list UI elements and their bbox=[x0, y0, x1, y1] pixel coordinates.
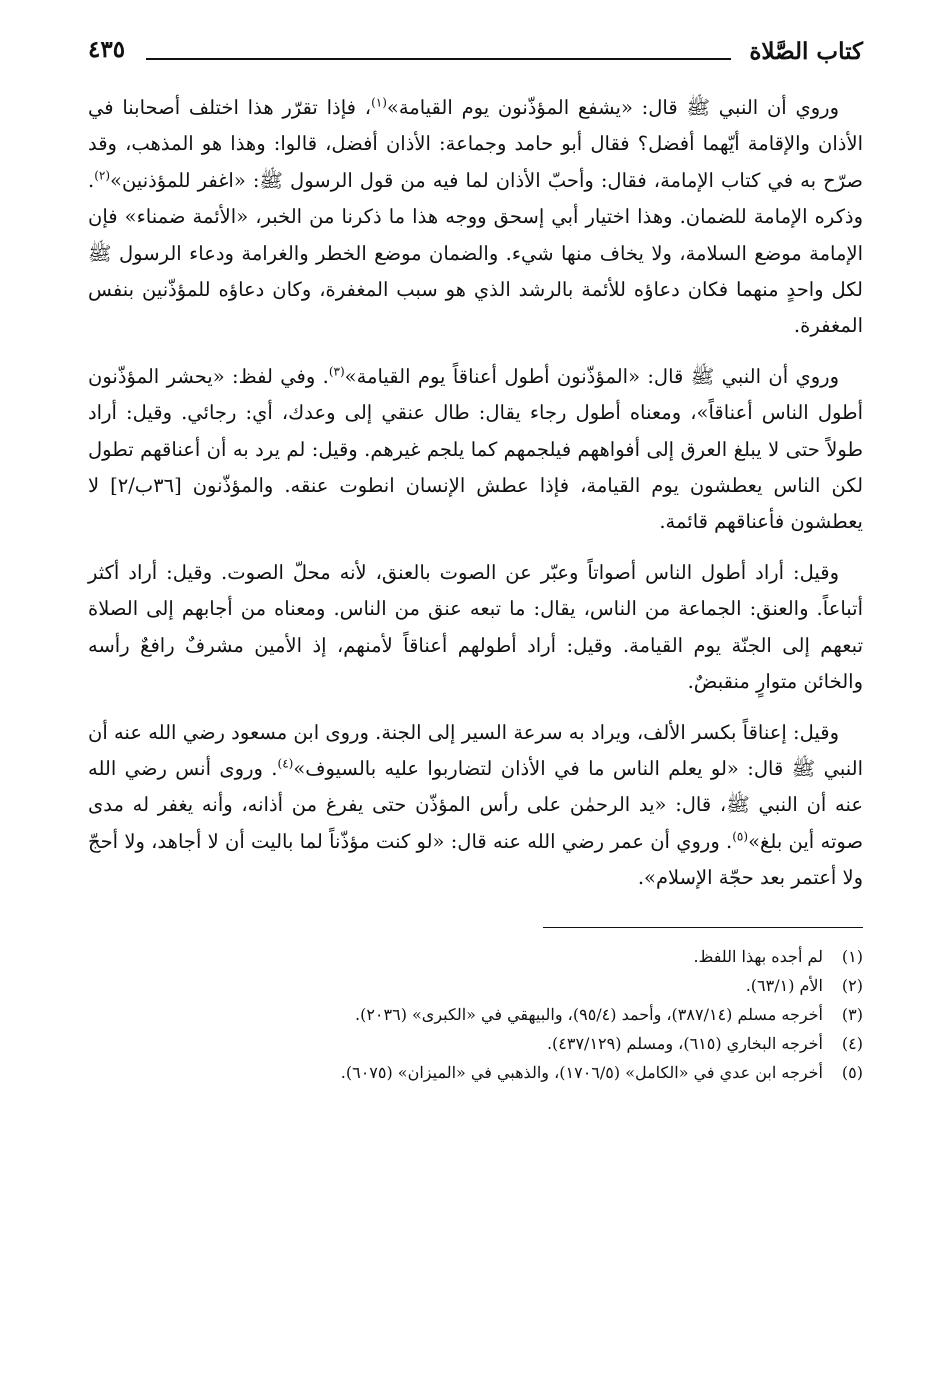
footnotes-list bbox=[88, 942, 863, 1087]
header-rule bbox=[146, 58, 731, 60]
footnote-ref-3: (٣) bbox=[328, 364, 345, 379]
footnote-ref-1: (١) bbox=[371, 95, 387, 110]
footnote-item bbox=[88, 942, 863, 971]
footnote-text: الأم (٦٣/١). bbox=[745, 975, 823, 995]
paragraph-1 bbox=[88, 90, 863, 345]
text-segment: وقيل: إعناقاً بكسر الألف، ويراد به سرعة السير إلى الجنة. وروى ابن مسعود رضي الله عنه أن النبي ﷺ قال: «لو يعلم الناس ما في الأذان لتضاربوا عليه بالسيوف» bbox=[88, 720, 863, 780]
text-segment: . وروي أن عمر رضي الله عنه قال: «لو كنت مؤذّناً لما باليت أن لا أجاهد، ولا أحجّ ولا أعتمر بعد حجّة الإسلام». bbox=[88, 829, 863, 890]
text-segment: وقيل: أراد أطول الناس أصواتاً وعبّر عن الصوت بالعنق، لأنه محلّ الصوت. وقيل: أراد أكثر أتباعاً. والعنق: الجماعة من الناس، يقال: ما تبعه عنق من الناس. ومعناه من أجابهم إلى الصلاة تبعهم إلى الجنّة يوم القيامة. وقيل: أراد أطولهم أعناقاً لأمنهم، إذ الأمين مشرفٌ رافعٌ رأسه والخائن متوارٍ منقبضٌ. bbox=[88, 560, 863, 694]
footnote-separator bbox=[543, 927, 863, 928]
footnote-item bbox=[88, 1000, 863, 1029]
footnote-text: لم أجده بهذا اللفظ. bbox=[693, 946, 823, 966]
footnote-text: أخرجه ابن عدي في «الكامل» (١٧٠٦/٥)، والذهبي في «الميزان» (٦٠٧٥). bbox=[340, 1062, 823, 1082]
text-segment: وروي أن النبي ﷺ قال: «يشفع المؤذّنون يوم القيامة» bbox=[386, 96, 839, 119]
page-number: ٤٣٥ bbox=[88, 36, 126, 63]
text-segment: . وذكره الإمامة للضمان. وهذا اختيار أبي إسحق ووجه هذا ما ذكرنا من الخبر، «الأئمة ضمناء» فإن الإمامة موضع السلامة، ولا يخاف منها شيء. والضمان موضع الخطر والغرامة ودعاء الرسول ﷺ لكل واحدٍ منهما فكان دعاؤه للأئمة بالرشد الذي هو سبب المغفرة، وكان دعاؤه للمؤذّنين بنفس المغفرة. bbox=[88, 168, 863, 338]
footnote-ref-5: (٥) bbox=[732, 829, 749, 844]
footnote-number: (٥) bbox=[841, 1062, 863, 1082]
footnote-number: (٤) bbox=[841, 1033, 863, 1053]
paragraph-3 bbox=[88, 555, 863, 701]
book-page bbox=[88, 28, 863, 1348]
running-title: كتاب الصَّلاة bbox=[749, 38, 863, 65]
footnote-ref-2: (٢) bbox=[94, 168, 111, 183]
footnote-number: (٢) bbox=[841, 975, 863, 995]
page-header bbox=[88, 28, 863, 78]
footnote-ref-4: (٤) bbox=[277, 756, 294, 771]
footnote-text: أخرجه البخاري (٦١٥)، ومسلم (٤٣٧/١٢٩). bbox=[546, 1033, 823, 1053]
footnote-item bbox=[88, 1058, 863, 1087]
footnote-item bbox=[88, 971, 863, 1000]
text-segment: وروي أن النبي ﷺ قال: «المؤذّنون أطول أعناقاً يوم القيامة» bbox=[344, 364, 839, 388]
text-segment: . وفي لفظ: «يحشر المؤذّنون أطول الناس أعناقاً»، ومعناه أطول رجاء يقال: طال عنقي إلى وعدك، أي: رجائي. وقيل: أراد طولاً حتى لا يبلغ العرق إلى أفواههم فيلجمهم كما يلجم غيرهم. وقيل: لم يرد به أن أعناقهم تطول لكن الناس يعطشون يوم القيامة، فإذا عطش الإنسان انطوت عنقه. والمؤذّنون [٣٦ب/٢] لا يعطشون فأعناقهم قائمة. bbox=[88, 364, 864, 534]
text-segment: . وروى أنس رضي الله عنه أن النبي ﷺ، قال: «يد الرحمٰن على رأس المؤذّن حتى يفرغ من أذانه، وأنه يغفر له مدى صوته أين بلغ» bbox=[88, 756, 863, 853]
body-text bbox=[88, 90, 863, 897]
paragraph-2 bbox=[88, 359, 863, 541]
footnote-item bbox=[88, 1029, 863, 1058]
footnote-text: أخرجه مسلم (٣٨٧/١٤)، وأحمد (٩٥/٤)، والبيهقي في «الكبرى» (٢٠٣٦). bbox=[354, 1004, 823, 1024]
paragraph-4 bbox=[88, 715, 863, 897]
text-segment: ، فإذا تقرّر هذا اختلف أصحابنا في الأذان والإقامة أيّهما أفضل؟ فقال أبو حامد وجماعة: الأذان أفضل، قالوا: وهذا هو المذهب، وقد صرّح به في كتاب الإمامة، فقال: وأحبّ الأذان لما فيه من قول الرسول ﷺ: «اغفر للمؤذنين» bbox=[88, 96, 863, 192]
footnote-number: (١) bbox=[841, 946, 863, 966]
footnote-number: (٣) bbox=[841, 1004, 863, 1024]
